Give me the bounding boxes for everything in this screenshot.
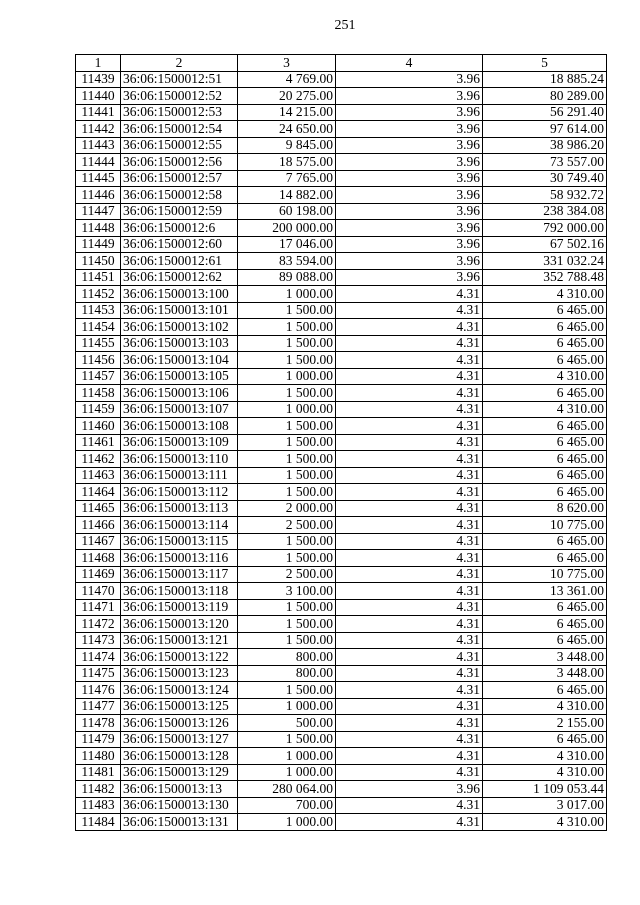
table-row	[76, 319, 607, 336]
rate-cell: 3.96	[336, 203, 483, 220]
table-body	[76, 71, 607, 830]
area-cell: 1 500.00	[238, 731, 336, 748]
amount-cell: 80 289.00	[483, 88, 607, 105]
amount-cell: 1 109 053.44	[483, 781, 607, 798]
area-cell: 1 500.00	[238, 335, 336, 352]
column-header-5: 5	[483, 55, 607, 72]
row-number-cell: 11443	[76, 137, 121, 154]
amount-cell: 352 788.48	[483, 269, 607, 286]
rate-cell: 3.96	[336, 220, 483, 237]
amount-cell: 18 885.24	[483, 71, 607, 88]
amount-cell: 6 465.00	[483, 335, 607, 352]
table-row	[76, 599, 607, 616]
table-row	[76, 418, 607, 435]
cadastral-number-cell: 36:06:1500013:117	[121, 566, 238, 583]
row-number-cell: 11448	[76, 220, 121, 237]
rate-cell: 4.31	[336, 467, 483, 484]
amount-cell: 3 448.00	[483, 649, 607, 666]
row-number-cell: 11475	[76, 665, 121, 682]
row-number-cell: 11476	[76, 682, 121, 699]
rate-cell: 4.31	[336, 715, 483, 732]
row-number-cell: 11463	[76, 467, 121, 484]
area-cell: 20 275.00	[238, 88, 336, 105]
table-row	[76, 814, 607, 831]
row-number-cell: 11459	[76, 401, 121, 418]
amount-cell: 30 749.40	[483, 170, 607, 187]
rate-cell: 3.96	[336, 71, 483, 88]
area-cell: 1 500.00	[238, 418, 336, 435]
table-row	[76, 797, 607, 814]
table-row	[76, 533, 607, 550]
cadastral-number-cell: 36:06:1500013:107	[121, 401, 238, 418]
area-cell: 1 000.00	[238, 748, 336, 765]
row-number-cell: 11470	[76, 583, 121, 600]
area-cell: 700.00	[238, 797, 336, 814]
cadastral-number-cell: 36:06:1500013:128	[121, 748, 238, 765]
row-number-cell: 11451	[76, 269, 121, 286]
cadastral-number-cell: 36:06:1500013:129	[121, 764, 238, 781]
amount-cell: 6 465.00	[483, 682, 607, 699]
cadastral-number-cell: 36:06:1500013:131	[121, 814, 238, 831]
area-cell: 1 500.00	[238, 599, 336, 616]
row-number-cell: 11477	[76, 698, 121, 715]
area-cell: 2 000.00	[238, 500, 336, 517]
row-number-cell: 11484	[76, 814, 121, 831]
table-row	[76, 401, 607, 418]
row-number-cell: 11483	[76, 797, 121, 814]
table-row	[76, 286, 607, 303]
area-cell: 14 882.00	[238, 187, 336, 204]
row-number-cell: 11446	[76, 187, 121, 204]
row-number-cell: 11469	[76, 566, 121, 583]
cadastral-number-cell: 36:06:1500013:121	[121, 632, 238, 649]
area-cell: 1 500.00	[238, 352, 336, 369]
rate-cell: 3.96	[336, 781, 483, 798]
table-row	[76, 236, 607, 253]
cadastral-number-cell: 36:06:1500013:123	[121, 665, 238, 682]
table-row	[76, 203, 607, 220]
area-cell: 800.00	[238, 649, 336, 666]
amount-cell: 6 465.00	[483, 731, 607, 748]
rate-cell: 4.31	[336, 401, 483, 418]
area-cell: 18 575.00	[238, 154, 336, 171]
rate-cell: 3.96	[336, 170, 483, 187]
rate-cell: 3.96	[336, 121, 483, 138]
area-cell: 17 046.00	[238, 236, 336, 253]
rate-cell: 4.31	[336, 451, 483, 468]
rate-cell: 4.31	[336, 665, 483, 682]
table-row	[76, 451, 607, 468]
header-row	[76, 55, 607, 72]
area-cell: 1 000.00	[238, 814, 336, 831]
amount-cell: 6 465.00	[483, 550, 607, 567]
row-number-cell: 11471	[76, 599, 121, 616]
amount-cell: 6 465.00	[483, 632, 607, 649]
rate-cell: 4.31	[336, 748, 483, 765]
amount-cell: 2 155.00	[483, 715, 607, 732]
table-row	[76, 583, 607, 600]
column-header-2: 2	[121, 55, 238, 72]
area-cell: 1 500.00	[238, 385, 336, 402]
row-number-cell: 11472	[76, 616, 121, 633]
rate-cell: 4.31	[336, 302, 483, 319]
amount-cell: 58 932.72	[483, 187, 607, 204]
rate-cell: 4.31	[336, 583, 483, 600]
cadastral-number-cell: 36:06:1500012:6	[121, 220, 238, 237]
cadastral-number-cell: 36:06:1500013:110	[121, 451, 238, 468]
row-number-cell: 11458	[76, 385, 121, 402]
rate-cell: 4.31	[336, 517, 483, 534]
amount-cell: 67 502.16	[483, 236, 607, 253]
rate-cell: 4.31	[336, 352, 483, 369]
area-cell: 2 500.00	[238, 566, 336, 583]
area-cell: 1 500.00	[238, 533, 336, 550]
rate-cell: 4.31	[336, 731, 483, 748]
amount-cell: 331 032.24	[483, 253, 607, 270]
amount-cell: 10 775.00	[483, 517, 607, 534]
rate-cell: 4.31	[336, 632, 483, 649]
area-cell: 200 000.00	[238, 220, 336, 237]
rate-cell: 4.31	[336, 649, 483, 666]
row-number-cell: 11440	[76, 88, 121, 105]
cadastral-number-cell: 36:06:1500013:13	[121, 781, 238, 798]
amount-cell: 4 310.00	[483, 764, 607, 781]
area-cell: 3 100.00	[238, 583, 336, 600]
area-cell: 1 500.00	[238, 302, 336, 319]
table-row	[76, 649, 607, 666]
rate-cell: 3.96	[336, 137, 483, 154]
area-cell: 9 845.00	[238, 137, 336, 154]
amount-cell: 6 465.00	[483, 467, 607, 484]
column-header-4: 4	[336, 55, 483, 72]
area-cell: 83 594.00	[238, 253, 336, 270]
row-number-cell: 11481	[76, 764, 121, 781]
table-row	[76, 385, 607, 402]
row-number-cell: 11479	[76, 731, 121, 748]
table-row	[76, 550, 607, 567]
cadastral-number-cell: 36:06:1500013:111	[121, 467, 238, 484]
table-row	[76, 632, 607, 649]
row-number-cell: 11447	[76, 203, 121, 220]
row-number-cell: 11450	[76, 253, 121, 270]
cadastral-number-cell: 36:06:1500012:62	[121, 269, 238, 286]
rate-cell: 4.31	[336, 814, 483, 831]
rate-cell: 3.96	[336, 269, 483, 286]
cadastral-number-cell: 36:06:1500013:106	[121, 385, 238, 402]
rate-cell: 4.31	[336, 682, 483, 699]
column-header-1: 1	[76, 55, 121, 72]
cadastral-number-cell: 36:06:1500012:53	[121, 104, 238, 121]
table-row	[76, 616, 607, 633]
cadastral-number-cell: 36:06:1500012:59	[121, 203, 238, 220]
table-row	[76, 137, 607, 154]
table-row	[76, 434, 607, 451]
table-row	[76, 698, 607, 715]
area-cell: 280 064.00	[238, 781, 336, 798]
area-cell: 500.00	[238, 715, 336, 732]
table-row	[76, 517, 607, 534]
rate-cell: 4.31	[336, 550, 483, 567]
area-cell: 14 215.00	[238, 104, 336, 121]
row-number-cell: 11453	[76, 302, 121, 319]
amount-cell: 6 465.00	[483, 319, 607, 336]
row-number-cell: 11455	[76, 335, 121, 352]
table-row	[76, 781, 607, 798]
amount-cell: 6 465.00	[483, 533, 607, 550]
table-row	[76, 269, 607, 286]
area-cell: 1 500.00	[238, 550, 336, 567]
amount-cell: 4 310.00	[483, 698, 607, 715]
cadastral-number-cell: 36:06:1500012:51	[121, 71, 238, 88]
cadastral-number-cell: 36:06:1500013:100	[121, 286, 238, 303]
amount-cell: 4 310.00	[483, 286, 607, 303]
cadastral-number-cell: 36:06:1500013:120	[121, 616, 238, 633]
amount-cell: 6 465.00	[483, 352, 607, 369]
amount-cell: 4 310.00	[483, 368, 607, 385]
data-table	[75, 54, 607, 831]
cadastral-number-cell: 36:06:1500013:122	[121, 649, 238, 666]
amount-cell: 3 017.00	[483, 797, 607, 814]
cadastral-number-cell: 36:06:1500012:52	[121, 88, 238, 105]
rate-cell: 3.96	[336, 88, 483, 105]
area-cell: 800.00	[238, 665, 336, 682]
cadastral-number-cell: 36:06:1500012:57	[121, 170, 238, 187]
area-cell: 1 500.00	[238, 616, 336, 633]
amount-cell: 4 310.00	[483, 401, 607, 418]
area-cell: 1 500.00	[238, 434, 336, 451]
amount-cell: 73 557.00	[483, 154, 607, 171]
row-number-cell: 11460	[76, 418, 121, 435]
rate-cell: 4.31	[336, 418, 483, 435]
row-number-cell: 11454	[76, 319, 121, 336]
area-cell: 1 500.00	[238, 319, 336, 336]
area-cell: 7 765.00	[238, 170, 336, 187]
table-row	[76, 467, 607, 484]
amount-cell: 6 465.00	[483, 385, 607, 402]
row-number-cell: 11464	[76, 484, 121, 501]
table-row	[76, 335, 607, 352]
cadastral-number-cell: 36:06:1500013:125	[121, 698, 238, 715]
cadastral-number-cell: 36:06:1500013:103	[121, 335, 238, 352]
rate-cell: 3.96	[336, 253, 483, 270]
column-header-3: 3	[238, 55, 336, 72]
amount-cell: 6 465.00	[483, 616, 607, 633]
page-number: 251	[334, 18, 356, 33]
cadastral-number-cell: 36:06:1500013:115	[121, 533, 238, 550]
table-row	[76, 682, 607, 699]
row-number-cell: 11478	[76, 715, 121, 732]
cadastral-number-cell: 36:06:1500012:60	[121, 236, 238, 253]
cadastral-number-cell: 36:06:1500013:124	[121, 682, 238, 699]
row-number-cell: 11442	[76, 121, 121, 138]
row-number-cell: 11466	[76, 517, 121, 534]
row-number-cell: 11480	[76, 748, 121, 765]
amount-cell: 13 361.00	[483, 583, 607, 600]
area-cell: 24 650.00	[238, 121, 336, 138]
rate-cell: 3.96	[336, 154, 483, 171]
cadastral-number-cell: 36:06:1500012:61	[121, 253, 238, 270]
cadastral-number-cell: 36:06:1500013:105	[121, 368, 238, 385]
amount-cell: 3 448.00	[483, 665, 607, 682]
area-cell: 1 000.00	[238, 401, 336, 418]
table-row	[76, 220, 607, 237]
table-row	[76, 665, 607, 682]
rate-cell: 4.31	[336, 599, 483, 616]
row-number-cell: 11461	[76, 434, 121, 451]
area-cell: 1 000.00	[238, 698, 336, 715]
row-number-cell: 11467	[76, 533, 121, 550]
rate-cell: 4.31	[336, 335, 483, 352]
area-cell: 1 000.00	[238, 764, 336, 781]
area-cell: 1 500.00	[238, 682, 336, 699]
rate-cell: 4.31	[336, 566, 483, 583]
amount-cell: 4 310.00	[483, 814, 607, 831]
rate-cell: 3.96	[336, 104, 483, 121]
rate-cell: 4.31	[336, 500, 483, 517]
amount-cell: 6 465.00	[483, 302, 607, 319]
amount-cell: 6 465.00	[483, 484, 607, 501]
table-row	[76, 368, 607, 385]
table-row	[76, 302, 607, 319]
amount-cell: 56 291.40	[483, 104, 607, 121]
amount-cell: 38 986.20	[483, 137, 607, 154]
amount-cell: 6 465.00	[483, 599, 607, 616]
table-row	[76, 731, 607, 748]
amount-cell: 97 614.00	[483, 121, 607, 138]
row-number-cell: 11482	[76, 781, 121, 798]
amount-cell: 4 310.00	[483, 748, 607, 765]
rate-cell: 4.31	[336, 319, 483, 336]
area-cell: 89 088.00	[238, 269, 336, 286]
cadastral-number-cell: 36:06:1500013:127	[121, 731, 238, 748]
rate-cell: 3.96	[336, 236, 483, 253]
table-row	[76, 104, 607, 121]
amount-cell: 8 620.00	[483, 500, 607, 517]
rate-cell: 4.31	[336, 764, 483, 781]
amount-cell: 792 000.00	[483, 220, 607, 237]
rate-cell: 4.31	[336, 368, 483, 385]
cadastral-number-cell: 36:06:1500013:109	[121, 434, 238, 451]
row-number-cell: 11473	[76, 632, 121, 649]
cadastral-number-cell: 36:06:1500012:56	[121, 154, 238, 171]
cadastral-number-cell: 36:06:1500013:130	[121, 797, 238, 814]
row-number-cell: 11456	[76, 352, 121, 369]
amount-cell: 6 465.00	[483, 418, 607, 435]
cadastral-number-cell: 36:06:1500013:126	[121, 715, 238, 732]
cadastral-number-cell: 36:06:1500013:119	[121, 599, 238, 616]
row-number-cell: 11445	[76, 170, 121, 187]
rate-cell: 4.31	[336, 698, 483, 715]
row-number-cell: 11457	[76, 368, 121, 385]
area-cell: 1 500.00	[238, 451, 336, 468]
amount-cell: 10 775.00	[483, 566, 607, 583]
rate-cell: 4.31	[336, 286, 483, 303]
cadastral-number-cell: 36:06:1500012:58	[121, 187, 238, 204]
row-number-cell: 11444	[76, 154, 121, 171]
area-cell: 60 198.00	[238, 203, 336, 220]
row-number-cell: 11441	[76, 104, 121, 121]
table-row	[76, 253, 607, 270]
table-row	[76, 121, 607, 138]
table-row	[76, 71, 607, 88]
cadastral-number-cell: 36:06:1500013:102	[121, 319, 238, 336]
rate-cell: 4.31	[336, 434, 483, 451]
row-number-cell: 11439	[76, 71, 121, 88]
table-row	[76, 187, 607, 204]
rate-cell: 4.31	[336, 797, 483, 814]
rate-cell: 4.31	[336, 533, 483, 550]
row-number-cell: 11474	[76, 649, 121, 666]
cadastral-number-cell: 36:06:1500013:112	[121, 484, 238, 501]
row-number-cell: 11462	[76, 451, 121, 468]
cadastral-number-cell: 36:06:1500012:55	[121, 137, 238, 154]
rate-cell: 3.96	[336, 187, 483, 204]
rate-cell: 4.31	[336, 616, 483, 633]
rate-cell: 4.31	[336, 484, 483, 501]
table-row	[76, 715, 607, 732]
table-row	[76, 88, 607, 105]
area-cell: 2 500.00	[238, 517, 336, 534]
table-row	[76, 500, 607, 517]
table-row	[76, 154, 607, 171]
rate-cell: 4.31	[336, 385, 483, 402]
table-row	[76, 764, 607, 781]
area-cell: 1 500.00	[238, 467, 336, 484]
table-row	[76, 484, 607, 501]
area-cell: 4 769.00	[238, 71, 336, 88]
cadastral-number-cell: 36:06:1500013:114	[121, 517, 238, 534]
cadastral-number-cell: 36:06:1500013:113	[121, 500, 238, 517]
cadastral-number-cell: 36:06:1500013:116	[121, 550, 238, 567]
table-row	[76, 748, 607, 765]
row-number-cell: 11449	[76, 236, 121, 253]
table-row	[76, 352, 607, 369]
table-header	[76, 55, 607, 72]
area-cell: 1 000.00	[238, 286, 336, 303]
table-row	[76, 170, 607, 187]
amount-cell: 238 384.08	[483, 203, 607, 220]
area-cell: 1 500.00	[238, 484, 336, 501]
amount-cell: 6 465.00	[483, 434, 607, 451]
cadastral-number-cell: 36:06:1500013:104	[121, 352, 238, 369]
row-number-cell: 11452	[76, 286, 121, 303]
table-row	[76, 566, 607, 583]
area-cell: 1 500.00	[238, 632, 336, 649]
cadastral-number-cell: 36:06:1500012:54	[121, 121, 238, 138]
area-cell: 1 000.00	[238, 368, 336, 385]
amount-cell: 6 465.00	[483, 451, 607, 468]
row-number-cell: 11465	[76, 500, 121, 517]
cadastral-number-cell: 36:06:1500013:101	[121, 302, 238, 319]
row-number-cell: 11468	[76, 550, 121, 567]
cadastral-number-cell: 36:06:1500013:118	[121, 583, 238, 600]
cadastral-number-cell: 36:06:1500013:108	[121, 418, 238, 435]
